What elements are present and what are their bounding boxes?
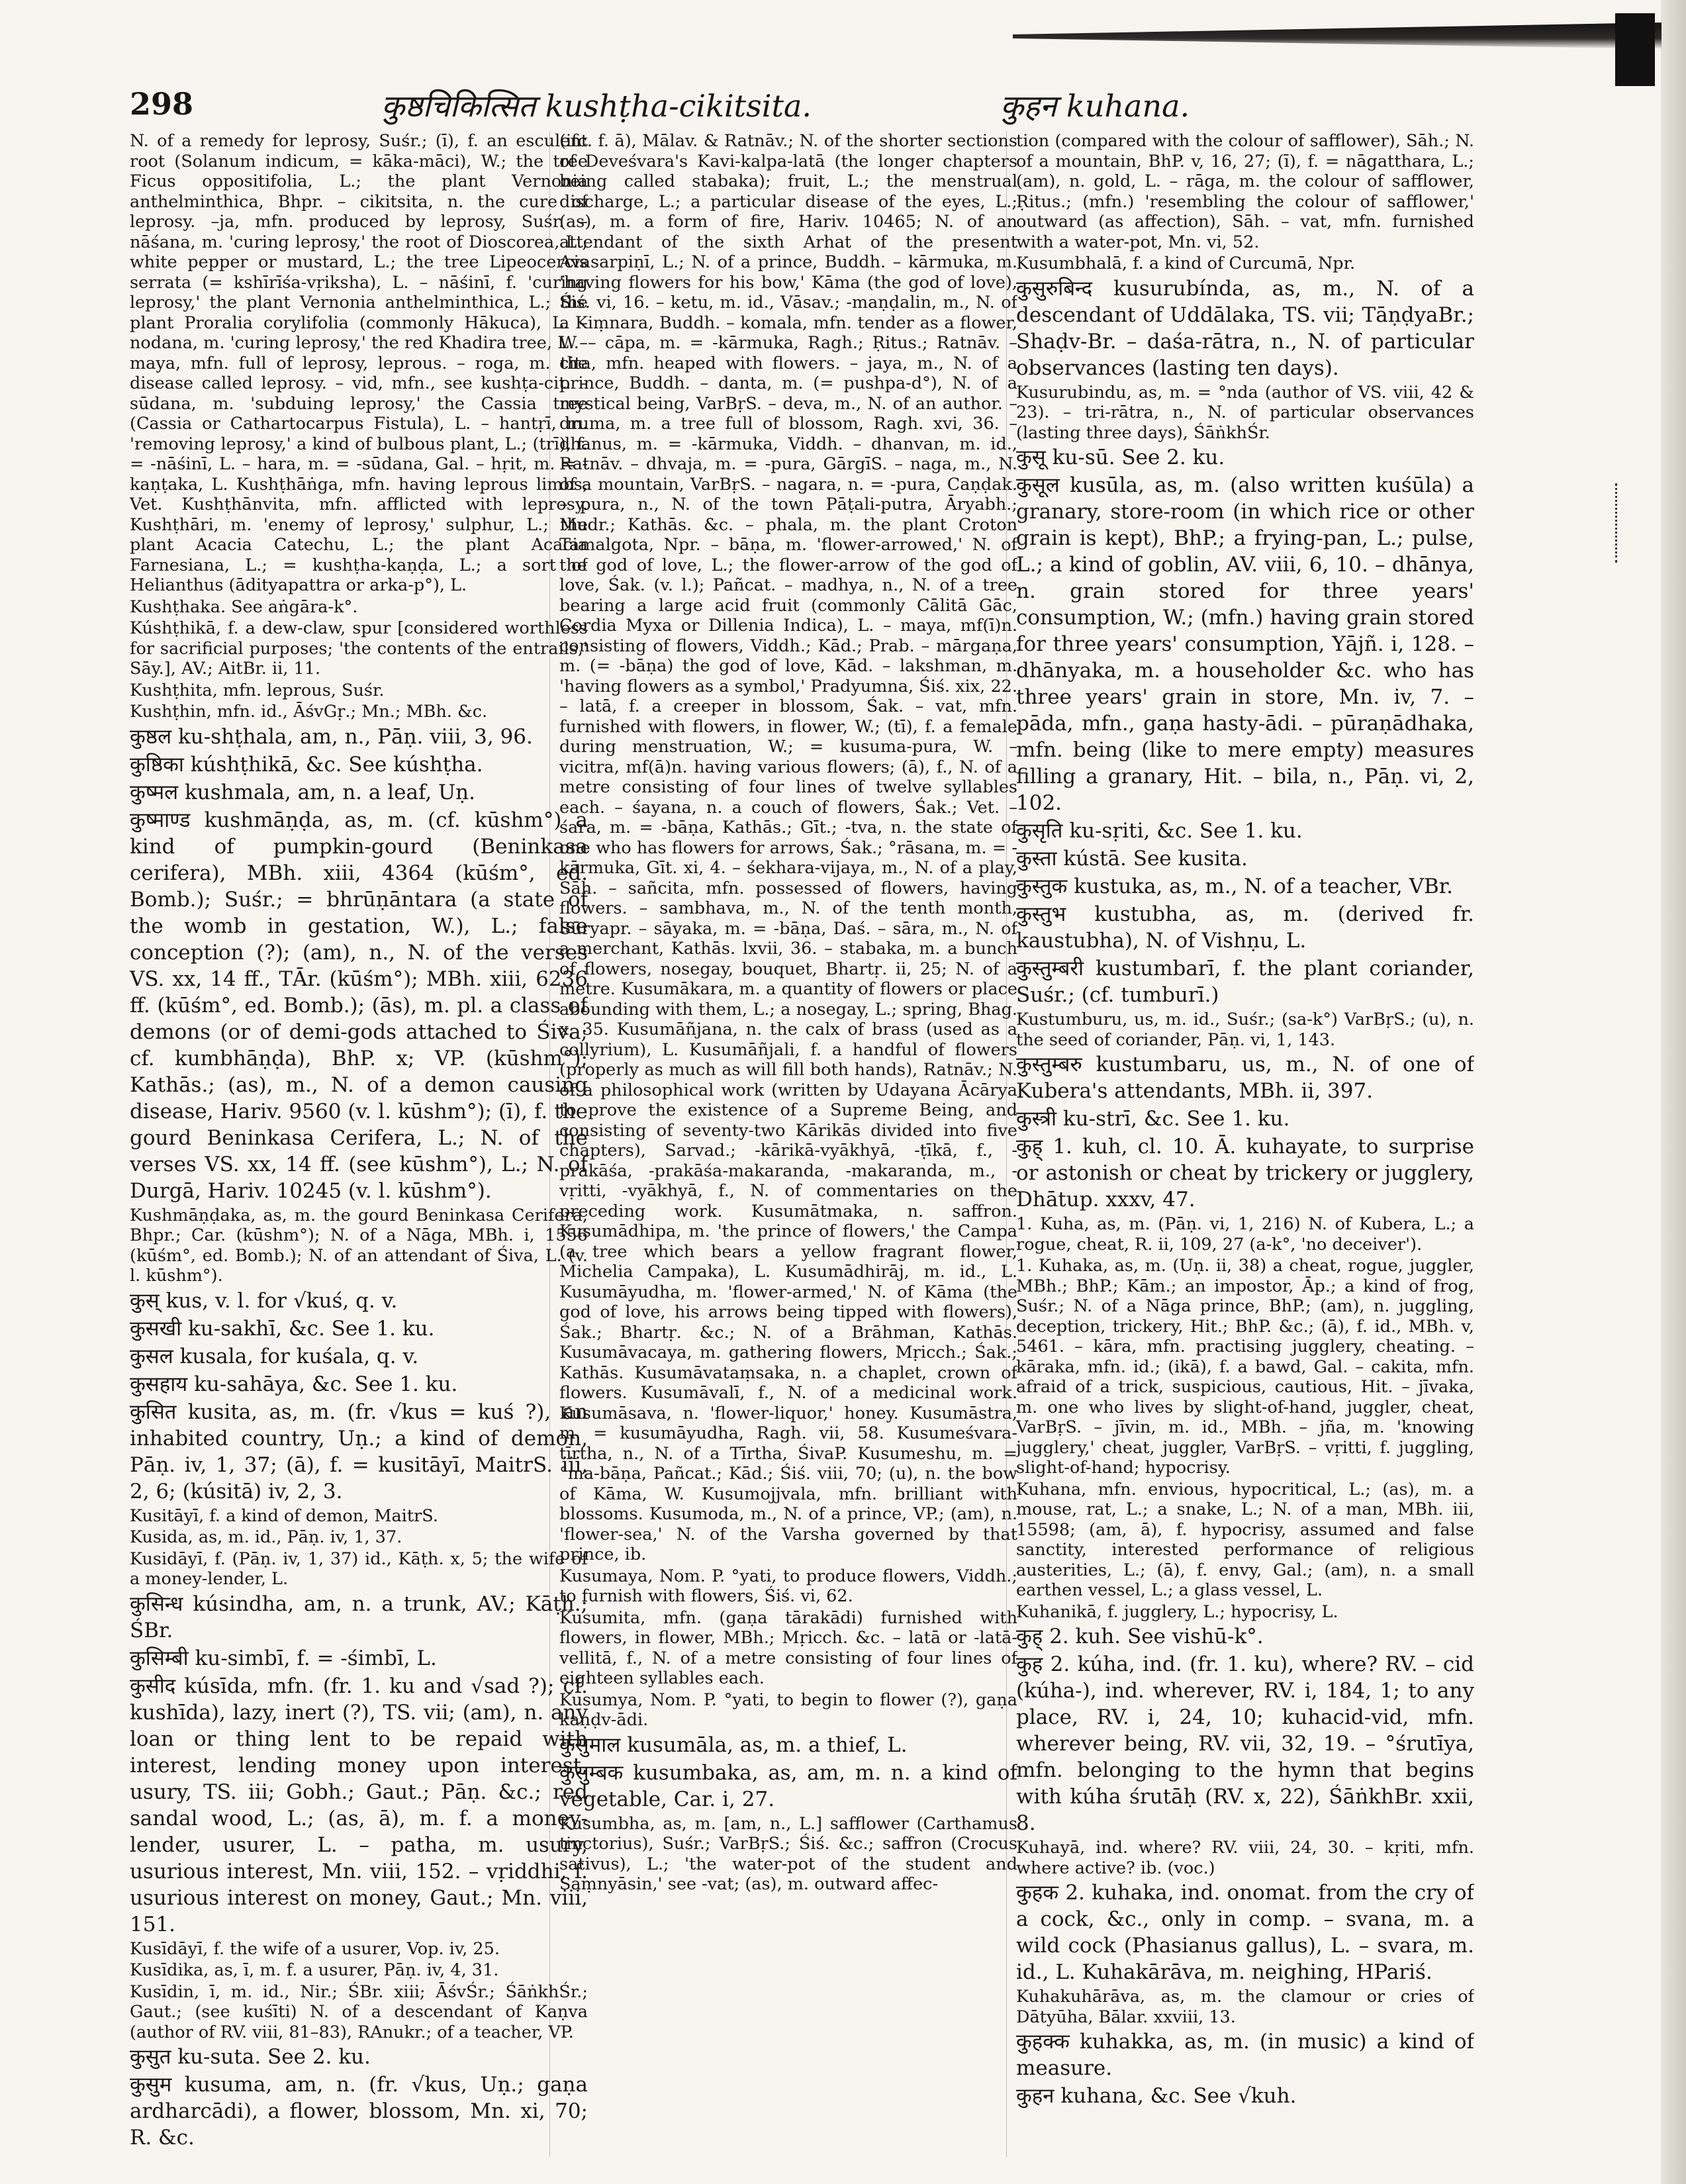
dictionary-entry: Kusurubindu, as, m. = °nda (author of VS. viii, 42 & 23). – tri-rātra, n., N. of particular observances (lasting three days), ŚāṅkhŚr. xyxy=(1016,382,1474,443)
page-number: 298 xyxy=(130,86,194,122)
dictionary-entry: Kusumbhalā, f. a kind of Curcumā, Npr. xyxy=(1016,254,1356,273)
dictionary-entry: कुसिम्बी ku-simbī, f. = -śimbī, L. xyxy=(130,1646,437,1670)
dictionary-entry: कुसुत ku-suta. See 2. ku. xyxy=(130,2045,371,2069)
dictionary-entry: N. of a remedy for leprosy, Suśr.; (ī), f. an esculent root (Solanum indicum, = kāka-māci), W.; the tree Ficus oppositifolia, L.; the plant Vernonia anthelminthica, Bhpr. – cikitsita, n. the cure of leprosy. –ja, mfn. produced by leprosy, Suśr. – nāśana, m. 'curing leprosy,' the root of Dioscorea, L.; white pepper or mustard, L.; the tree Lipeocercis serrata (= kshīrīśa-vṛiksha), L. – nāśinī, f. 'curing leprosy,' the plant Vernonia anthelminthica, L.; the plant Proralia corylifolia (commonly Hākuca), L. – nodana, m. 'curing leprosy,' the red Khadira tree, L. – maya, mfn. full of leprosy, leprous. – roga, m. the disease called leprosy. – vid, mfn., see kushṭa-cit. – sūdana, m. 'subduing leprosy,' the Cassia tree (Cassia or Cathartocarpus Fistula), L. – hantṛī, m. 'removing leprosy,' a kind of bulbous plant, L.; (trī), f. = -nāśinī, L. – hara, m. = -sūdana, Gal. – hṛit, m. = -kaṇṭaka, L. Kushṭhāṅga, mfn. having leprous limbs, Vet. Kushṭhānvita, mfn. afflicted with leprosy. Kushṭhāri, m. 'enemy of leprosy,' sulphur, L.; the plant Acacia Catechu, L.; the plant Acacia Farnesiana, L.; = kushṭha-kaṇḍa, L.; a sort of Helianthus (ādityapattra or arka-p°), L. xyxy=(130,131,588,595)
dictionary-entry: कुस्तुक kustuka, as, m., N. of a teacher, VBr. xyxy=(1016,875,1454,898)
dictionary-entry: कुहक्क kuhakka, as, m. (in music) a kind of measure. xyxy=(1016,2030,1474,2080)
dictionary-entry: Kusumbha, as, m. [am, n., L.] safflower (Carthamus tinctorius), Suśr.; VarBṛS.; Śiś. &c.; saffron (Crocus sativus), L.; 'the water-pot of the student and Saṃnyāsin,' see -vat; (as), m. outward affec- xyxy=(559,1813,1017,1894)
dictionary-entry: कुसूल kusūla, as, m. (also written kuśūla) a granary, store-room (in which rice or other grain is kept), BhP.; a frying-pan, L.; pulse, L.; a kind of goblin, AV. viii, 6, 10. – dhānya, n. grain stored for three years' consumption, W.; (mfn.) having grain stored for three years' consumption, Yājñ. i, 128. – dhānyaka, m. a householder &c. who has three years' grain in store, Mn. iv, 7. – pāda, mfn., gaṇa hasty-ādi. – pūraṇādhaka, mfn. being (like to mere empty) measures filling a granary, Hit. – bila, n., Pāṇ. vi, 2, 102. xyxy=(1016,473,1474,815)
dictionary-entry: कुष्ठिका kúshṭhikā, &c. See kúshṭha. xyxy=(130,752,483,777)
dictionary-entry: कुसुरुबिन्द kusurubínda, as, m., N. of a descendant of Uddālaka, TS. vii; TāṇḍyaBr.; Shaḍv-Br. – daśa-rātra, n., N. of particular observances (lasting ten days). xyxy=(1016,276,1474,380)
page-header xyxy=(130,79,1613,132)
dictionary-entry: Kushmāṇḍaka, as, m. the gourd Beninkasa Cerifera, Bhpr.; Car. (kūshm°); N. of a Nāga, MBh. i, 1556 (kūśm°, ed. Bomb.); N. of an attendant of Śiva, L. (v. l. kūshm°). xyxy=(130,1205,588,1286)
dictionary-entry: Kushṭhin, mfn. id., ĀśvGṛ.; Mn.; MBh. &c. xyxy=(130,702,488,722)
dictionary-entry: कुसू ku-sū. See 2. ku. xyxy=(1016,446,1225,469)
dictionary-entry: कुसिन्ध kúsindha, am, n. a trunk, AV.; Kāṭh.; ŚBr. xyxy=(130,1591,588,1642)
dictionary-entry: (ifc. f. ā), Mālav. & Ratnāv.; N. of the shorter sections of Deveśvara's Kavi-kalpa-latā (the longer chapters being called stabaka); fruit, L.; the menstrual discharge, L.; a particular disease of the eyes, L.; (as), m. a form of fire, Hariv. 10465; N. of an attendant of the sixth Arhat of the present Avasarpiṇī, L.; N. of a prince, Buddh. – kārmuka, m. 'having flowers for his bow,' Kāma (the god of love), Śiś. vi, 16. – ketu, m. id., Vāsav.; -maṇḍalin, m., N. of a Kiṃnara, Buddh. – komala, mfn. tender as a flower, W. – cāpa, m. = -kārmuka, Ragh.; Ṛitus.; Ratnāv. – cita, mfn. heaped with flowers. – jaya, m., N. of a prince, Buddh. – danta, m. (= pushpa-d°), N. of a mystical being, VarBṛS. – deva, m., N. of an author. – druma, m. a tree full of blossom, Ragh. xvi, 36. – dhanus, m. = -kārmuka, Viddh. – dhanvan, m. id., Ratnāv. – dhvaja, m. = -pura, GārgīS. – naga, m., N. of a mountain, VarBṛS. – nagara, n. = -pura, Caṇḍak. – pura, n., N. of the town Pāṭali-putra, Āryabh.; Mudr.; Kathās. &c. – phala, m. the plant Croton Tamalgota, Npr. – bāṇa, m. 'flower-arrowed,' N. of the god of love, L.; the flower-arrow of the god of love, Śak. (v. l.); Pañcat. – madhya, n., N. of a tree bearing a large acid fruit (commonly Cālitā Gāc, Cordia Myxa or Dillenia Indica), L. – maya, mf(ī)n. consisting of flowers, Viddh.; Kād.; Prab. – mārgaṇa, m. (= -bāṇa) the god of love, Kād. – lakshman, m. 'having flowers as a symbol,' Pradyumna, Śiś. xix, 22. – latā, f. a creeper in blossom, Śak. – vat, mfn. furnished with flowers, in flower, W.; (tī), f. a female during menstruation, W.; = kusuma-pura, W. – vicitra, mf(ā)n. having various flowers; (ā), f., N. of a metre consisting of four lines of twelve syllables each. – śayana, n. a couch of flowers, Śak.; Vet. – śara, m. = -bāṇa, Kathās.; Gīt.; -tva, n. the state of one who has flowers for arrows, Śak.; °rāsana, m. = -kārmuka, Gīt. xi, 4. – śekhara-vijaya, m., N. of a play, Sāh. – sañcita, mfn. possessed of flowers, having flowers. – sambhava, m., N. of the tenth month, Sūryapr. – sāyaka, m. = -bāṇa, Daś. – sāra, m., N. of a merchant, Kathās. lxvii, 36. – stabaka, m. a bunch of flowers, nosegay, bouquet, Bhartṛ. ii, 25; N. of a metre. Kusumākara, m. a quantity of flowers or place abounding with them, L.; a nosegay, L.; spring, Bhag. x, 35. Kusumāñjana, n. the calx of brass (used as a collyrium), L. Kusumāñjali, f. a handful of flowers (properly as much as will fill both hands), Ratnāv.; N. of a philosophical work (written by Udayana Ācārya to prove the existence of a Supreme Being, and consisting of seventy-two Kārikās divided into five chapters), Sarvad.; -kārikā-vyākhyā, -ṭīkā, f., -prakāśa, -prakāśa-makaranda, -makaranda, m., -vṛitti, -vyākhyā, f., N. of commentaries on the preceding work. Kusumātmaka, n. saffron. Kusumādhipa, m. 'the prince of flowers,' the Campa (a tree which bears a yellow fragrant flower, Michelia Campaka), L. Kusumādhirāj, m. id., L. Kusumāyudha, m. 'flower-armed,' N. of Kāma (the god of love, his arrows being tipped with flowers), Śak.; Bhartṛ. &c.; N. of a Brāhman, Kathās. Kusumāvacaya, m. gathering flowers, Mṛicch.; Śak.; Kathās. Kusumāvataṃsaka, n. a chaplet, crown of flowers. Kusumāvalī, f., N. of a medicinal work. Kusumāsava, n. 'flower-liquor,' honey. Kusumāstra, m. = kusumāyudha, Ragh. vii, 58. Kusumeśvara-tīrtha, n., N. of a Tīrtha, ŚivaP. Kusumeshu, m. = °ma-bāṇa, Pañcat.; Kād.; Śiś. viii, 70; (u), n. the bow of Kāma, W. Kusumojjvala, mfn. brilliant with blossoms. Kusumoda, m., N. of a prince, VP.; (am), n. 'flower-sea,' N. of the Varsha governed by that prince, ib. xyxy=(559,131,1017,1564)
dictionary-entry: कुह् 2. kuh. See vishū-k°. xyxy=(1016,1625,1264,1648)
dictionary-entry: कुसृति ku-sṛiti, &c. See 1. ku. xyxy=(1016,819,1303,843)
dictionary-entry: कुस्ता kústā. See kusita. xyxy=(1016,847,1248,871)
dictionary-entry: Kusīdika, as, ī, m. f. a usurer, Pāṇ. iv, 4, 31. xyxy=(130,1960,499,1980)
dictionary-entry: कुसीद kúsīda, mfn. (fr. 1. ku and √sad ?); cf. kushīda), lazy, inert (?), TS. vii; (am), n. any loan or thing lent to be repaid with interest, lending money upon interest, usury, TS. iii; Gobh.; Gaut.; Pāṇ. &c.; red sandal wood, L.; (as, ā), m. f. a money-lender, usurer, L. – patha, m. usury, usurious interest, Mn. viii, 152. – vṛiddhi, f. usurious interest on money, Gaut.; Mn. viii, 151. xyxy=(130,1674,588,1936)
dictionary-entry: कुहन kuhana, &c. See √kuh. xyxy=(1016,2084,1297,2108)
margin-mark xyxy=(1615,483,1630,563)
dictionary-entry: कुस् kus, v. l. for √kuś, q. v. xyxy=(130,1288,398,1313)
dictionary-entry: कुसुमाल kusumāla, as, m. a thief, L. xyxy=(559,1733,908,1757)
dictionary-entry: Kusīdin, ī, m. id., Nir.; ŚBr. xiii; ĀśvŚr.; ŚāṅkhŚr.; Gaut.; (see kuśīti) N. of a descendant of Kaṇva (author of RV. viii, 81–83), RAnukr.; of a teacher, VP. xyxy=(130,1981,588,2042)
dictionary-column-1 xyxy=(130,131,588,2163)
dictionary-entry: कुस्तुम्बरी kustumbarī, f. the plant coriander, Suśr.; (cf. tumburī.) xyxy=(1016,957,1474,1007)
dictionary-entry: कुसुम्बक kusumbaka, as, am, m. n. a kind of vegetable, Car. i, 27. xyxy=(559,1760,1017,1811)
dictionary-entry: कुह् 1. kuh, cl. 10. Ā. kuhayate, to surprise or astonish or cheat by trickery or jugglery, Dhātup. xxxv, 47. xyxy=(1016,1135,1474,1211)
dictionary-entry: Kusitāyī, f. a kind of demon, MaitrS. xyxy=(130,1505,438,1526)
binding-shadow xyxy=(1013,23,1662,49)
dictionary-entry: कुसखी ku-sakhī, &c. See 1. ku. xyxy=(130,1316,435,1341)
dictionary-entry: Kuhanikā, f. jugglery, L.; hypocrisy, L. xyxy=(1016,1601,1338,1622)
dictionary-entry: Kusumya, Nom. P. °yati, to begin to flower (?), gaṇa kaṇḍv-ādi. xyxy=(559,1689,1017,1730)
dictionary-entry: Kusumita, mfn. (gaṇa tārakādi) furnished with flowers, in flower, MBh.; Mṛicch. &c. – latā or -latā-vellitā, f., N. of a metre consisting of four lines of eighteen syllables each. xyxy=(559,1607,1017,1688)
dictionary-entry: Kusidāyī, f. (Pāṇ. iv, 1, 37) id., Kāṭh. x, 5; the wife of a money-lender, L. xyxy=(130,1548,588,1589)
dictionary-column-3 xyxy=(1016,131,1474,2163)
dictionary-entry: कुहक 2. kuhaka, ind. onomat. from the cry of a cock, &c., only in comp. – svana, m. a wild cock (Phasianus gallus), L. – svara, m. id., L. Kuhakārāva, m. neighing, HPariś. xyxy=(1016,1881,1474,1984)
binding-shadow-corner xyxy=(1615,13,1655,86)
dictionary-entry: कुसहाय ku-sahāya, &c. See 1. ku. xyxy=(130,1372,458,1396)
dictionary-entry: Kusida, as, m. id., Pāṇ. iv, 1, 37. xyxy=(130,1527,402,1547)
running-head-right: कुहन kuhana. xyxy=(1000,88,1190,124)
dictionary-entry: Kúshṭhikā, f. a dew-claw, spur [considered worthless for sacrificial purposes; 'the contents of the entrails,' Sāy.], AV.; AitBr. ii, 11. xyxy=(130,618,588,679)
dictionary-entry: Kuhayā, ind. where? RV. viii, 24, 30. – kṛiti, mfn. where active? ib. (voc.) xyxy=(1016,1838,1474,1878)
dictionary-entry: कुष्मल kushmala, am, n. a leaf, Uṇ. xyxy=(130,780,475,804)
dictionary-entry: tion (compared with the colour of safflower), Sāh.; N. of a mountain, BhP. v, 16, 27; (ī), f. = nāgatthara, L.; (am), n. gold, L. – rāga, m. the colour of safflower, Ṛitus.; (mfn.) 'resembling the colour of safflower,' outward (as affection), Sāh. – vat, mfn. furnished with a water-pot, Mn. vi, 52. xyxy=(1016,131,1474,252)
dictionary-entry: Kushṭhita, mfn. leprous, Suśr. xyxy=(130,680,385,700)
dictionary-entry: कुस्तुभ kustubha, as, m. (derived fr. kaustubha), N. of Vishṇu, L. xyxy=(1016,902,1474,953)
dictionary-entry: Kusumaya, Nom. P. °yati, to produce flowers, Viddh.; to furnish with flowers, Śiś. vi, 62. xyxy=(559,1566,1017,1606)
dictionary-entry: Kuhakuhārāva, as, m. the clamour or cries of Dātyūha, Bālar. xxviii, 13. xyxy=(1016,1987,1474,2027)
dictionary-entry: 1. Kuha, as, m. (Pāṇ. vi, 1, 216) N. of Kubera, L.; a rogue, cheat, R. ii, 109, 27 (a-k°, 'no deceiver'). xyxy=(1016,1214,1474,1255)
dictionary-entry: कुसित kusita, as, m. (fr. √kus = kuś ?), an inhabited country, Uṇ.; a kind of demon, Pāṇ. iv, 1, 37; (ā), f. = kusitāyī, MaitrS. iii, 2, 6; (kúsitā) iv, 2, 3. xyxy=(130,1400,588,1503)
dictionary-entry: Kuhana, mfn. envious, hypocritical, L.; (as), m. a mouse, rat, L.; a snake, L.; N. of a man, MBh. iii, 15598; (am, ā), f. hypocrisy, assumed and false sanctity, interested performance of religious austerities, L.; (ā), f. envy, Gal.; (am), n. a small earthen vessel, L.; a glass vessel, L. xyxy=(1016,1479,1474,1600)
dictionary-entry: Kustumburu, us, m. id., Suśr.; (sa-k°) VarBṛS.; (u), n. the seed of coriander, Pāṇ. vi, 1, 143. xyxy=(1016,1010,1474,1050)
dictionary-column-2 xyxy=(559,131,1017,2163)
dictionary-entry: Kusīdāyī, f. the wife of a usurer, Vop. iv, 25. xyxy=(130,1938,500,1959)
dictionary-entry: कुसल kusala, for kuśala, q. v. xyxy=(130,1344,419,1368)
dictionary-entry: 1. Kuhaka, as, m. (Uṇ. ii, 38) a cheat, rogue, juggler, MBh.; BhP.; Kām.; an impostor, Āp.; a kind of frog, Suśr.; N. of a Nāga prince, BhP.; (am), n. juggling, deception, trickery, Hit.; BhP. &c.; (ā), f. id., MBh. v, 5461. – kāra, mfn. practising jugglery, cheating. – kāraka, mfn. id.; (ikā), f. a bawd, Gal. – cakita, mfn. afraid of a trick, suspicious, cautious, Hit. – jīvaka, m. one who lives by slight-of-hand, juggler, cheat, VarBṛS. – jīvin, m. id., MBh. – jña, m. 'knowing jugglery,' cheat, juggler, VarBṛS. – vṛitti, f. juggling, slight-of-hand; hypocrisy. xyxy=(1016,1256,1474,1478)
dictionary-entry: कुसुम kusuma, am, n. (fr. √kus, Uṇ.; gaṇa ardharcādi), a flower, blossom, Mn. xi, 70; R. &c. xyxy=(130,2073,588,2150)
dictionary-entry: कुष्ठल ku-shṭhala, am, n., Pāṇ. viii, 3, 96. xyxy=(130,724,533,749)
dictionary-entry: कुस्तुम्बरु kustumbaru, us, m., N. of one of Kubera's attendants, MBh. ii, 397. xyxy=(1016,1053,1474,1103)
running-head-left: कुष्ठचिकित्सित kushṭha-cikitsita. xyxy=(381,88,812,124)
dictionary-entry: कुष्माण्ड kushmāṇḍa, as, m. (cf. kūshm°) a kind of pumpkin-gourd (Beninkasa cerifera), MBh. xiii, 4364 (kūśm°, ed. Bomb.); Suśr.; = bhrūṇāntara (a state of the womb in gestation, W.), L.; false conception (?); (am), n., N. of the verses VS. xx, 14 ff., TĀr. (kūśm°); MBh. xiii, 6236 ff. (kūśm°, ed. Bomb.); (ās), m. pl. a class of demons (or of demi-gods attached to Śiva; cf. kumbhāṇḍa), BhP. x; VP. (kūshm°); Kathās.; (as), m., N. of a demon causing disease, Hariv. 9560 (v. l. kūshm°); (ī), f. the gourd Beninkasa Cerifera, L.; N. of the verses VS. xx, 14 ff. (see kūshm°), L.; N. of Durgā, Hariv. 10245 (v. l. kūshm°). xyxy=(130,808,588,1203)
dictionary-entry: कुस्त्री ku-strī, &c. See 1. ku. xyxy=(1016,1107,1290,1131)
dictionary-entry: कुह 2. kúha, ind. (fr. 1. ku), where? RV. – cid (kúha-), ind. wherever, RV. i, 184, 1; to any place, RV. i, 24, 10; kuhacid-vid, mfn. wherever being, RV. vii, 32, 19. – °śrutīya, mfn. belonging to the hymn that begins with kúha śrutāḥ (RV. x, 22), ŚāṅkhBr. xxii, 8. xyxy=(1016,1652,1474,1835)
dictionary-entry: Kushṭhaka. See aṅgāra-k°. xyxy=(130,596,358,617)
scan-edge xyxy=(1661,0,1686,2184)
